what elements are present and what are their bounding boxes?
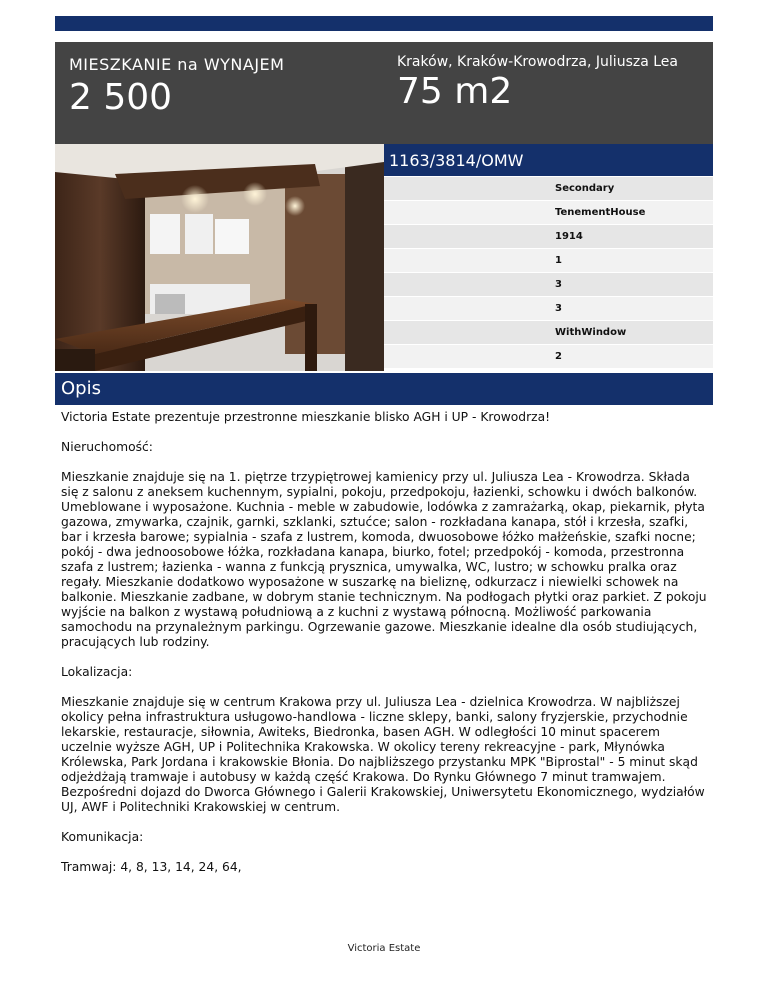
footer-company: Victoria Estate — [347, 943, 421, 954]
param-row — [384, 225, 713, 249]
param-row — [384, 297, 713, 321]
listing-type: MIESZKANIE na WYNAJEM — [69, 55, 285, 74]
param-row — [384, 201, 713, 225]
description-paragraph: Mieszkanie znajduje się na 1. piętrze trzypiętrowej kamienicy przy ul. Juliusza Lea - Krowodrza. Składa się z salonu z aneksem kuchennym, sypialni, pokoju, przedpokoju, łazienki, schowku i dwóch balkonów. Umeblowane i wyposażone. Kuchnia - meble w zabudowie, lodówka z zamrażarką, okap, piekarnik, płyta gazowa, zmywarka, czajnik, garnki, szklanki, sztućce; salon - rozkładana kanapa, stół i krzesła, szafki, bar i krzesła barowe; sypialnia - szafa z lustrem, komoda, dwuosobowe łóżko małżeńskie, szafki nocne; pokój - dwa jednoosobowe łóżka, rozkładana kanapa, biurko, fotel; przedpokój - komoda, przestronna szafa z lustrem; łazienka - wanna z funkcją prysznica, umywalka, WC, lustro; w schowku pralka oraz regały. Mieszkanie dodatkowo wyposażone w suszarkę na bieliznę, odkurzacz i niewielki schowek na balkonie. Mieszkanie zadbane, w dobrym stanie technicznym. Na podłogach płytki oraz parkiet. Z pokoju wyjście na balkon z wystawą południową a z kuchni z wystawą północną. Możliwość parkowania samochodu na przynależnym parkingu. Ogrzewanie gazowe. Mieszkanie idealne dla osób studiujących, pracujących lub rodziny. — [61, 470, 707, 649]
top-accent-bar — [55, 16, 713, 31]
description-paragraph: Nieruchomość: — [61, 440, 153, 454]
section-header-opis — [55, 373, 713, 405]
param-value: Secondary — [555, 183, 615, 194]
param-value: 3 — [555, 279, 562, 290]
description-paragraph: Tramwaj: 4, 8, 13, 14, 24, 64, — [61, 860, 242, 874]
header-right — [397, 54, 697, 112]
listing-id-bar — [384, 144, 713, 176]
param-row — [384, 273, 713, 297]
listing-price: 2 500 — [69, 77, 173, 118]
param-value: 2 — [555, 351, 562, 362]
param-value: 1914 — [555, 231, 583, 242]
listing-header — [55, 42, 713, 144]
listing-id: 1163/3814/OMW — [389, 151, 524, 170]
description — [61, 410, 709, 890]
listing-area: 75 m2 — [397, 71, 513, 112]
param-value: 1 — [555, 255, 562, 266]
parameters-table — [384, 177, 713, 369]
listing-location: Kraków, Kraków-Krowodrza, Juliusza Lea — [397, 54, 678, 70]
description-paragraph: Komunikacja: — [61, 830, 144, 844]
param-row — [384, 321, 713, 345]
param-value: WithWindow — [555, 327, 627, 338]
description-paragraph: Victoria Estate prezentuje przestronne mieszkanie blisko AGH i UP - Krowodrza! — [61, 410, 551, 424]
param-row — [384, 345, 713, 369]
description-paragraph: Lokalizacja: — [61, 665, 133, 679]
param-row — [384, 249, 713, 273]
param-value: TenementHouse — [555, 207, 646, 218]
param-row — [384, 177, 713, 201]
param-value: 3 — [555, 303, 562, 314]
apartment-photo — [55, 144, 384, 371]
description-paragraph: Mieszkanie znajduje się w centrum Krakowa przy ul. Juliusza Lea - dzielnica Krowodrza. W najbliższej okolicy pełna infrastruktura usługowo-handlowa - liczne sklepy, banki, salony fryzjerskie, przychodnie lekarskie, restauracje, siłownia, Awiteks, Biedronka, basen AGH. W odległości 10 minut spacerem uczelnie wyższe AGH, UP i Politechnika Krakowska. W okolicy tereny rekreacyjne - park, Młynówka Królewska, Park Jordana i krakowskie Błonia. Do najbliższego przystanku MPK "Biprostal" - 5 minut skąd odjeżdżają tramwaje i autobusy w każdą część Krakowa. Do Rynku Głównego 7 minut tramwajem. Bezpośredni dojazd do Dworca Głównego i Galerii Krakowskiej, Uniwersytetu Ekonomicznego, wydziałów UJ, AWF i Politechniki Krakowskiej w centrum. — [61, 695, 705, 814]
header-left — [69, 55, 369, 118]
section-title: Opis — [61, 378, 101, 399]
